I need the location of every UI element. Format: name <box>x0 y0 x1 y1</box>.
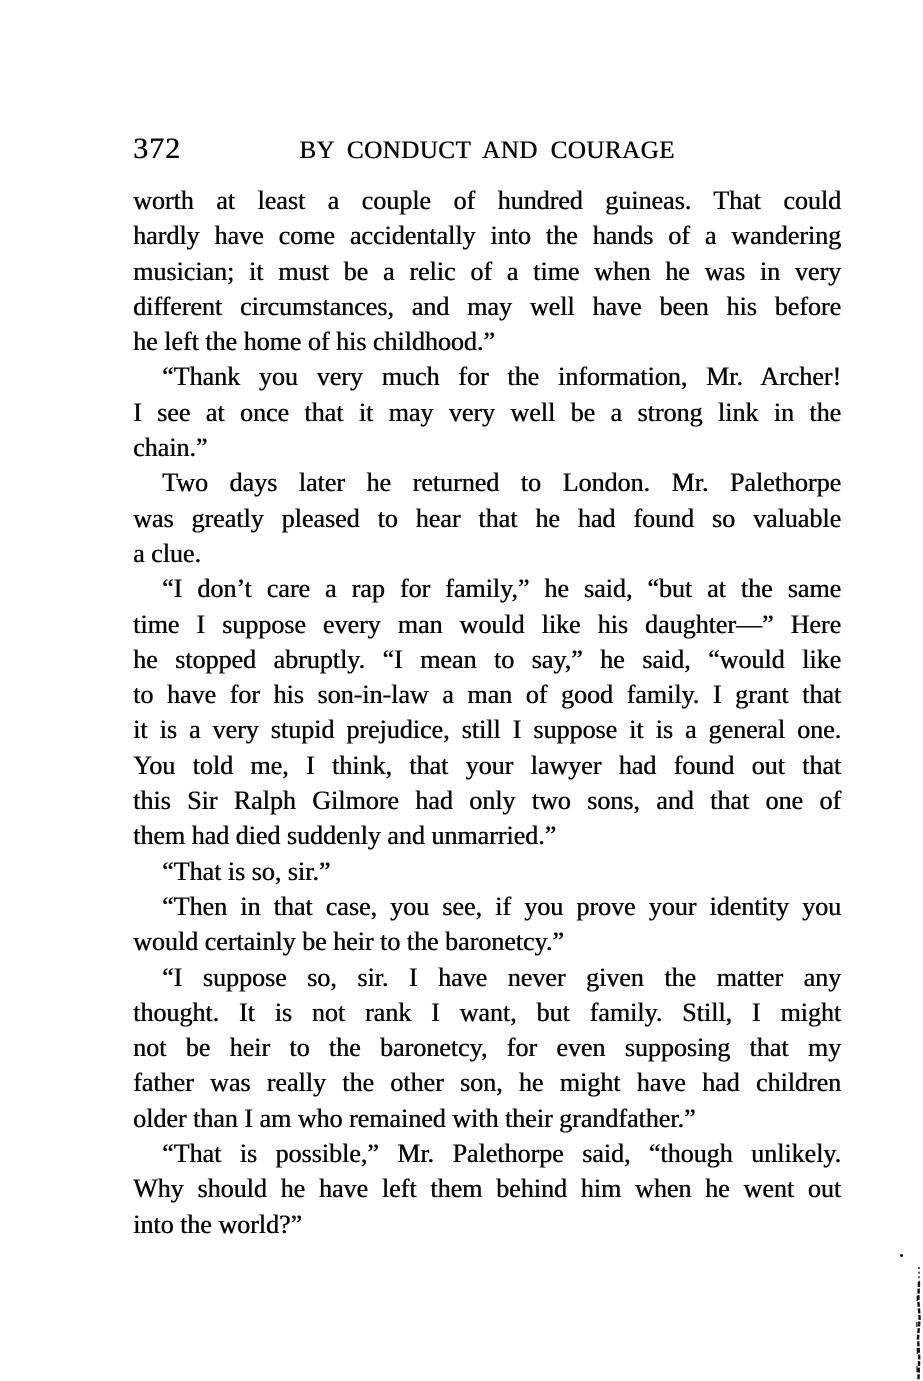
text-line: worth at least a couple of hundred guineas. That could <box>133 186 841 215</box>
text-line: he stopped abruptly. “I mean to say,” he said, “would like <box>133 644 841 674</box>
text-line: to have for his son-in-law a man of good family. I grant that <box>133 680 841 710</box>
paragraph <box>133 1136 841 1242</box>
running-title: BY CONDUCT AND COURAGE <box>299 137 675 164</box>
text-line: musician; it must be a relic of a time when he was in very <box>133 256 841 286</box>
text-line: older than I am who remained with their grandfather.” <box>133 1103 696 1133</box>
text-line: “That is so, sir.” <box>162 856 331 886</box>
text-line: You told me, I think, that your lawyer had found out that <box>133 750 841 780</box>
text-line: them had died suddenly and unmarried.” <box>133 821 557 851</box>
paragraph <box>133 359 841 465</box>
text-line: chain.” <box>133 433 208 463</box>
text-line: time I suppose every man would like his daughter—” Here <box>133 609 841 639</box>
ink-speck <box>900 1254 903 1257</box>
text-line: I see at once that it may very well be a strong link in the <box>133 397 841 427</box>
scan-edge-shadow <box>913 1266 923 1381</box>
paragraph <box>133 571 841 853</box>
paragraph <box>133 889 841 960</box>
text-line: thought. It is not rank I want, but family. Still, I might <box>133 997 841 1027</box>
paragraph <box>133 465 841 571</box>
text-line: a clue. <box>133 538 201 568</box>
text-line: “Thank you very much for the information, Mr. Archer! <box>162 362 841 392</box>
text-line: “I suppose so, sir. I have never given the matter any <box>162 962 841 992</box>
text-line: father was really the other son, he might have had children <box>133 1068 841 1098</box>
text-line: Why should he have left them behind him when he went out <box>133 1174 841 1204</box>
text-line: not be heir to the baronetcy, for even supposing that my <box>133 1033 841 1063</box>
text-line: was greatly pleased to hear that he had found so valuable <box>133 503 841 533</box>
text-line: Two days later he returned to London. Mr. Palethorpe <box>162 468 841 498</box>
text-line: would certainly be heir to the baronetcy.” <box>133 927 564 957</box>
text-line: “I don’t care a rap for family,” he said, “but at the same <box>162 574 841 604</box>
page-text <box>133 183 841 1242</box>
text-line: into the world?” <box>133 1209 302 1239</box>
paragraph <box>133 183 841 359</box>
text-line: it is a very stupid prejudice, still I suppose it is a general one. <box>133 715 841 745</box>
text-line: different circumstances, and may well have been his before <box>133 291 841 321</box>
paragraph <box>133 960 841 1136</box>
text-line: “Then in that case, you see, if you prove your identity you <box>162 891 841 921</box>
text-line: “That is possible,” Mr. Palethorpe said, “though unlikely. <box>162 1139 841 1169</box>
page-number: 372 <box>133 132 181 165</box>
text-line: hardly have come accidentally into the hands of a wandering <box>133 221 841 251</box>
paragraph <box>133 854 841 889</box>
text-line: this Sir Ralph Gilmore had only two sons, and that one of <box>133 786 841 816</box>
text-line: he left the home of his childhood.” <box>133 327 495 357</box>
